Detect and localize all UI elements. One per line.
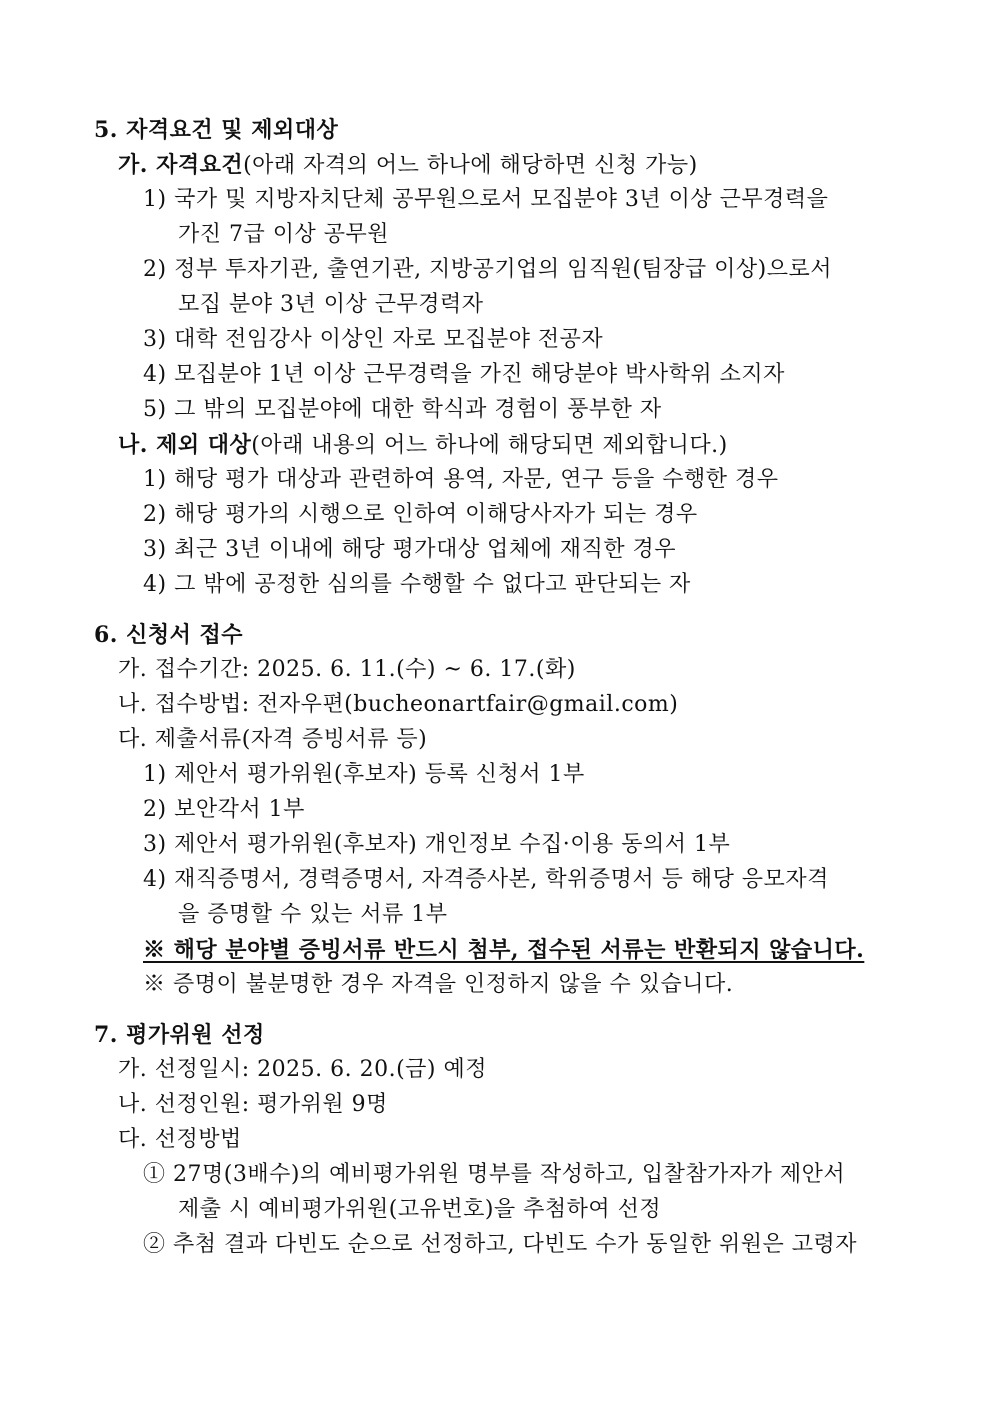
s5-ga-item: 5) 그 밖의 모집분야에 대한 학식과 경험이 풍부한 자 <box>143 397 662 422</box>
s6-doc-item-cont: 을 증명할 수 있는 서류 1부 <box>178 902 448 927</box>
s5-na-item: 4) 그 밖에 공정한 심의를 수행할 수 없다고 판단되는 자 <box>143 572 691 597</box>
s5-ga-item: 1) 국가 및 지방자치단체 공무원으로서 모집분야 3년 이상 근무경력을 <box>143 187 829 212</box>
s5-na-desc: (아래 내용의 어느 하나에 해당되면 제외합니다.) <box>251 433 728 458</box>
s5-ga-heading: 가. 자격요건 <box>118 152 244 178</box>
s5-ga-item-cont: 가진 7급 이상 공무원 <box>178 222 389 247</box>
s5-na-item: 1) 해당 평가 대상과 관련하여 용역, 자문, 연구 등을 수행한 경우 <box>143 467 779 492</box>
s5-na-item: 2) 해당 평가의 시행으로 인하여 이해당사자가 되는 경우 <box>143 502 698 527</box>
s6-period: 가. 접수기간: 2025. 6. 11.(수) ~ 6. 17.(화) <box>118 657 576 682</box>
s6-method: 나. 접수방법: 전자우편(bucheonartfair@gmail.com) <box>118 692 679 717</box>
s5-na-line <box>118 430 728 460</box>
s7-method-item: ① 27명(3배수)의 예비평가위원 명부를 작성하고, 입찰참가자가 제안서 <box>143 1162 846 1187</box>
s5-na-heading: 나. 제외 대상 <box>118 432 252 458</box>
s6-doc-item: 4) 재직증명서, 경력증명서, 자격증사본, 학위증명서 등 해당 응모자격 <box>143 867 829 892</box>
s7-count: 나. 선정인원: 평가위원 9명 <box>118 1092 388 1117</box>
s6-documents: 다. 제출서류(자격 증빙서류 등) <box>118 727 428 752</box>
s7-method: 다. 선정방법 <box>118 1127 242 1152</box>
s5-ga-item: 4) 모집분야 1년 이상 근무경력을 가진 해당분야 박사학위 소지자 <box>143 362 785 387</box>
s5-ga-item: 2) 정부 투자기관, 출연기관, 지방공기업의 임직원(팀장급 이상)으로서 <box>143 257 832 282</box>
s6-note-important: ※ 해당 분야별 증빙서류 반드시 첨부, 접수된 서류는 반환되지 않습니다. <box>143 937 865 963</box>
s6-note: ※ 증명이 불분명한 경우 자격을 인정하지 않을 수 있습니다. <box>143 972 734 997</box>
s5-ga-item-cont: 모집 분야 3년 이상 근무경력자 <box>178 292 484 317</box>
s7-method-item-cont: 제출 시 예비평가위원(고유번호)을 추첨하여 선정 <box>178 1197 662 1222</box>
s5-na-item: 3) 최근 3년 이내에 해당 평가대상 업체에 재직한 경우 <box>143 537 677 562</box>
section-6-title: 6. 신청서 접수 <box>94 622 244 648</box>
section-5-title: 5. 자격요건 및 제외대상 <box>94 117 339 143</box>
s6-doc-item: 1) 제안서 평가위원(후보자) 등록 신청서 1부 <box>143 762 585 787</box>
s5-ga-desc: (아래 자격의 어느 하나에 해당하면 신청 가능) <box>243 153 698 178</box>
section-7-title: 7. 평가위원 선정 <box>94 1022 265 1048</box>
s7-date: 가. 선정일시: 2025. 6. 20.(금) 예정 <box>118 1057 488 1082</box>
s6-doc-item: 3) 제안서 평가위원(후보자) 개인정보 수집·이용 동의서 1부 <box>143 832 731 857</box>
s5-ga-line <box>118 150 698 180</box>
s7-method-item: ② 추첨 결과 다빈도 순으로 선정하고, 다빈도 수가 동일한 위원은 고령자 <box>143 1232 857 1257</box>
s6-doc-item: 2) 보안각서 1부 <box>143 797 305 822</box>
s5-ga-item: 3) 대학 전임강사 이상인 자로 모집분야 전공자 <box>143 327 604 352</box>
